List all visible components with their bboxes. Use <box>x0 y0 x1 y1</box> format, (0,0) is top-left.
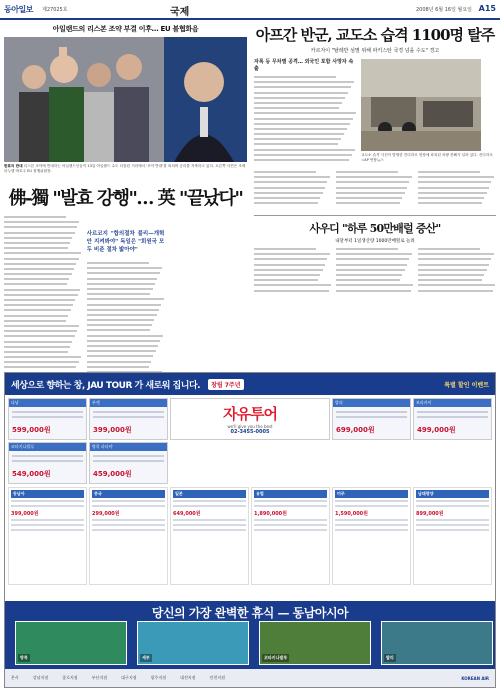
photo-headline: 아일랜드의 리스본 조약 부결 이후… EU 불협화음 <box>52 25 199 33</box>
afghan-column <box>418 171 496 211</box>
ad-tile-grid <box>5 395 495 487</box>
issue-number: 제27025호 <box>42 7 68 13</box>
package-cell <box>170 487 249 585</box>
airline-logo: KOREAN AIR <box>461 675 489 681</box>
destination-tile <box>89 442 168 484</box>
saudi-subhead: 내달부터 1일생산량 1000만배럴로 늘려 <box>335 239 415 244</box>
resort-label: 코타키나발루 <box>264 655 288 660</box>
package-price: 399,000원 <box>11 511 39 517</box>
afghan-columns <box>254 171 496 211</box>
branch-name: 대전지점 <box>180 675 196 680</box>
tile-price: 399,000원 <box>93 426 132 434</box>
resort-photo <box>15 621 127 665</box>
brand-box <box>170 398 330 440</box>
eu-headline: 佛-獨 "발효 강행"… 英 "끝났다" <box>8 188 243 209</box>
tile-price: 499,000원 <box>417 426 456 434</box>
package-cell <box>413 487 492 585</box>
package-price: 1,890,000원 <box>254 511 287 517</box>
branch-name: 부산지점 <box>91 675 108 680</box>
saudi-columns <box>254 248 496 298</box>
destination-tile <box>8 442 87 484</box>
afghan-photo-box <box>361 59 496 168</box>
resort-label: 방콕 <box>20 655 28 660</box>
masthead <box>0 0 500 20</box>
tile-title: 코타키나발루 <box>9 443 86 451</box>
afghan-row <box>254 59 496 168</box>
package-cell <box>251 487 330 585</box>
ad-event: 특별 할인 이벤트 <box>444 381 489 389</box>
package-price: 1,590,000원 <box>335 511 368 517</box>
section-divider <box>254 215 496 216</box>
saudi-headline: 사우디 "하루 50만배럴 증산" <box>309 222 441 235</box>
branch-name: 종로지점 <box>62 675 78 680</box>
package-cell <box>332 487 411 585</box>
package-region: 유럽 <box>254 490 327 498</box>
tile-title: 발리 <box>333 399 410 407</box>
destination-tile <box>89 398 168 440</box>
afghan-story <box>254 24 496 298</box>
southeast-asia-banner <box>5 601 495 669</box>
afghan-lead: 자폭 등 무차별 공격… 외국인 포함 사망자 속출 <box>254 59 354 72</box>
afghan-text <box>254 59 357 168</box>
destination-tile <box>332 398 411 440</box>
branch-name: 본사 <box>11 675 19 680</box>
caption-lead: 한표의 반대 <box>4 164 23 168</box>
tile-title: 방콕 파타야 <box>90 443 167 451</box>
eu-story <box>4 24 247 421</box>
afghan-photo-caption: 교도소 습격 사건이 발생한 칸다하르 현장에 파괴된 차량 잔해가 널려 있다. 칸다하르=AP 연합뉴스 <box>361 153 493 162</box>
branch-name: 대구지점 <box>121 675 137 680</box>
package-region: 남태평양 <box>416 490 489 498</box>
tile-price: 699,000원 <box>336 426 375 434</box>
section-title: 국제 <box>170 7 190 18</box>
branch-footer <box>5 669 495 687</box>
tile-title: 푸켓 <box>90 399 167 407</box>
resort-photo <box>381 621 493 665</box>
resort-photo <box>137 621 249 665</box>
branch-name: 광주지점 <box>150 675 167 680</box>
afghan-column <box>254 171 332 211</box>
destination-tile <box>413 398 492 440</box>
package-region: 중국 <box>92 490 165 498</box>
saudi-column <box>418 248 496 298</box>
eu-protest-photo <box>4 37 247 162</box>
tile-price: 599,000원 <box>12 426 51 434</box>
caption-text: 리스본 조약에 반대하는 아일랜드인들이 13일 아일랜드 수도 더블린 거리에서 '조약 반대'를 외치며 승리를 자축하고 있다. 오른쪽 사진은 조제 마누엘 바호주 EU 집행위원장. <box>4 164 246 173</box>
package-cell <box>89 487 168 585</box>
destination-tile <box>8 398 87 440</box>
package-price: 649,000원 <box>173 511 201 517</box>
afghan-prison-photo <box>361 59 481 151</box>
travel-advertisement <box>4 372 496 688</box>
brand-tagline: we'll give you the best <box>227 424 273 429</box>
afghan-column <box>254 76 357 168</box>
resort-photo <box>259 621 371 665</box>
phone-number: 02-3455-0005 <box>230 429 270 435</box>
resort-label: 세부 <box>142 655 150 660</box>
eu-pullquote: 사르코지 "합의절차 불리—개혁안 지켜봐야" 독일은 "회원국 모두 비준 절차 밟아야" <box>86 231 165 253</box>
package-region: 미주 <box>335 490 408 498</box>
branch-name: 인천지점 <box>209 675 226 680</box>
tile-title: 다낭 <box>9 399 86 407</box>
tile-price: 459,000원 <box>93 470 132 478</box>
package-price: 299,000원 <box>92 511 120 517</box>
tile-price: 549,000원 <box>12 470 51 478</box>
afghan-headline: 아프간 반군, 교도소 습격 1100명 탈주 <box>255 26 495 44</box>
afghan-column <box>336 171 414 211</box>
package-cell <box>8 487 87 585</box>
publication-date: 2008년 6월 16일 월요일 <box>415 7 472 13</box>
anniversary-badge: 창립 7주년 <box>208 379 243 390</box>
package-price: 899,000원 <box>416 511 444 517</box>
package-list <box>5 487 495 585</box>
saudi-column <box>254 248 332 298</box>
ad-slogan: 세상으로 향하는 창, JAU TOUR 가 새로워 집니다. <box>11 380 201 391</box>
newspaper-logo: 동아일보 <box>4 5 33 14</box>
branch-name: 강남지점 <box>32 675 49 680</box>
page-number: A15 <box>478 4 496 13</box>
banner-title: 당신의 가장 완벽한 휴식 — 동남아시아 <box>151 606 349 620</box>
photo-caption <box>4 164 247 180</box>
package-region: 일본 <box>173 490 246 498</box>
brand-logo: 자유투어 <box>223 405 277 423</box>
tile-title: 보라카이 <box>414 399 491 407</box>
resort-label: 발리 <box>386 655 394 660</box>
package-region: 동남아 <box>11 490 84 498</box>
saudi-column <box>336 248 414 298</box>
ad-header <box>5 373 495 395</box>
afghan-subhead: 카르자이 "탈레반 섬멸 위해 파키스탄 국경 넘을 수도" 경고 <box>310 48 440 54</box>
